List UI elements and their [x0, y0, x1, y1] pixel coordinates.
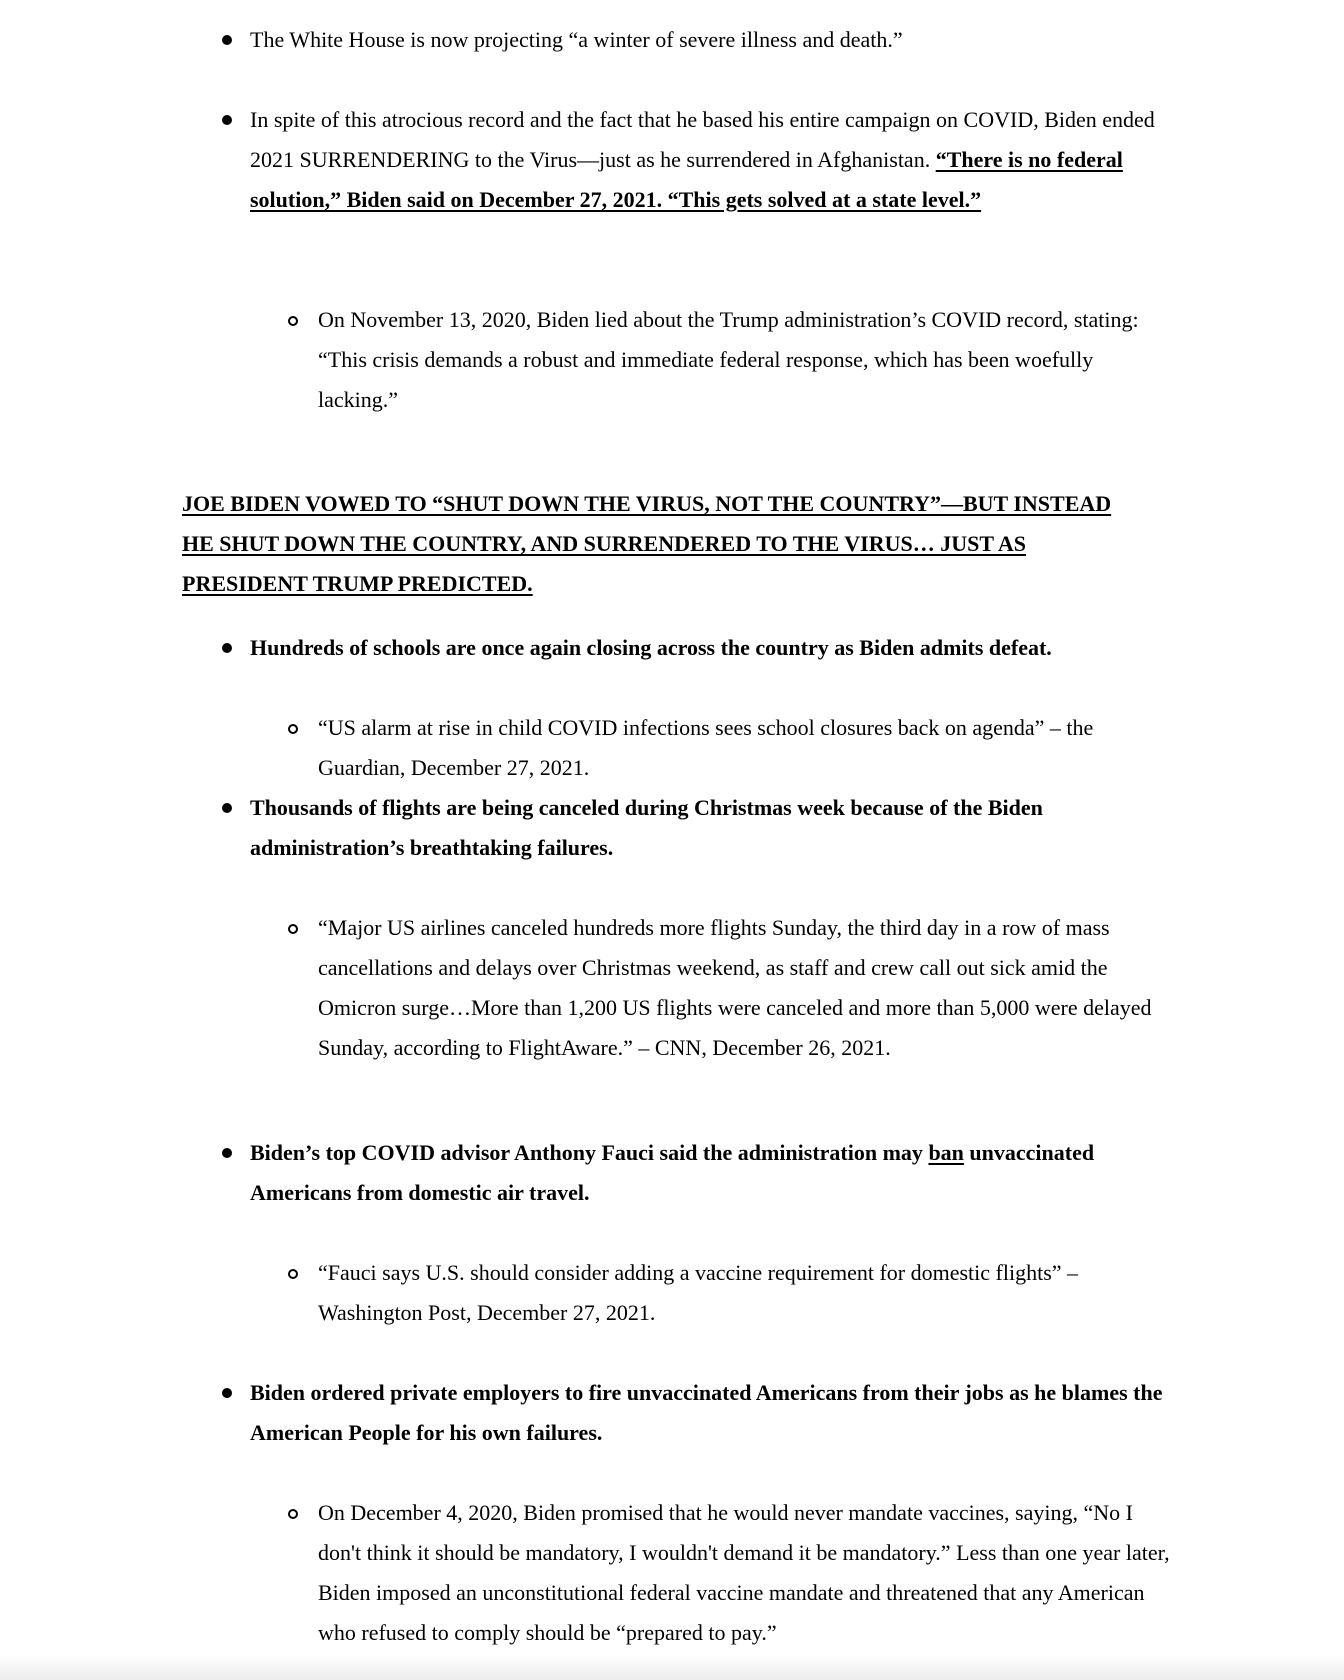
biden-federal-solution-quote: “There is no federal solution,” Biden said on December 27, 2021. “This gets solved at a state level.”: [250, 147, 1123, 212]
bullet-text: Hundreds of schools are once again closing across the country as Biden admits defeat.: [250, 635, 1052, 660]
sub-bullet-marker: [288, 1509, 298, 1519]
sub-bullet-marker: [288, 924, 298, 934]
bullet-text: Biden’s top COVID advisor Anthony Fauci said the administration may: [250, 1140, 929, 1165]
sub-bullet-vaccine-promise: [318, 1493, 1178, 1653]
bullet-marker: [222, 803, 232, 813]
page-bottom-shadow: [0, 1656, 1344, 1680]
sub-bullet-guardian-quote: [318, 708, 1178, 788]
bullet-surrendering-to-virus: [250, 100, 1180, 220]
bullet-white-house-projection: [250, 20, 1180, 60]
section-heading: JOE BIDEN VOWED TO “SHUT DOWN THE VIRUS, NOT THE COUNTRY”—BUT INSTEAD HE SHUT DOWN THE COUNTRY, AND SURRENDERED TO THE VIRUS… JUST AS PRESIDENT TRUMP PREDICTED.: [182, 491, 1112, 596]
sub-bullet-marker: [288, 724, 298, 734]
ban-link[interactable]: ban: [928, 1140, 964, 1165]
bullet-text: Thousands of flights are being canceled during Christmas week because of the Biden administration’s breathtaking failures.: [250, 795, 1043, 860]
bullet-text: In spite of this atrocious record and the fact that he based his entire campaign on COVID, Biden ended 2021 SURRENDERING to the Virus—just as he surrendered in Afghanistan.: [250, 107, 1155, 172]
sub-bullet-washington-post-quote: [318, 1253, 1178, 1333]
sub-bullet-marker: [288, 1269, 298, 1279]
bullet-school-closures: [250, 628, 1180, 668]
bullet-flight-cancellations: [250, 788, 1180, 868]
sub-bullet-text: On December 4, 2020, Biden promised that he would never mandate vaccines, saying, “No I don't think it should be mandatory, I wouldn't demand it be mandatory.” Less than one year later, Biden imposed an unconstitutional federal vaccine mandate and threatened that any American who refused to comply should be “prepared to pay.”: [318, 1500, 1170, 1645]
bullet-employer-mandate: [250, 1373, 1180, 1453]
sub-bullet-text: On November 13, 2020, Biden lied about the Trump administration’s COVID record, stating: “This crisis demands a robust and immediate federal response, which has been woefully lacking.”: [318, 307, 1139, 412]
bullet-fauci-travel-ban: [250, 1133, 1180, 1213]
bullet-marker: [222, 643, 232, 653]
sub-bullet-november-13-statement: [318, 300, 1178, 420]
bullet-marker: [222, 35, 232, 45]
bullet-marker: [222, 1148, 232, 1158]
sub-bullet-text: “Major US airlines canceled hundreds more flights Sunday, the third day in a row of mass cancellations and delays over Christmas weekend, as staff and crew call out sick amid the Omicron surge…More than 1,200 US flights were canceled and more than 5,000 were delayed Sunday, according to FlightAware.” – CNN, December 26, 2021.: [318, 915, 1152, 1060]
bullet-text: The White House is now projecting “a winter of severe illness and death.”: [250, 27, 903, 52]
sub-bullet-text: “Fauci says U.S. should consider adding a vaccine requirement for domestic flights” – Washington Post, December 27, 2021.: [318, 1260, 1079, 1325]
bullet-marker: [222, 1388, 232, 1398]
sub-bullet-marker: [288, 316, 298, 326]
bullet-text: unvaccinated Americans from domestic air travel.: [250, 1140, 1095, 1205]
bullet-marker: [222, 115, 232, 125]
sub-bullet-text: “US alarm at rise in child COVID infections sees school closures back on agenda” – the Guardian, December 27, 2021.: [318, 715, 1094, 780]
sub-bullet-cnn-quote: [318, 908, 1178, 1068]
bullet-text: Biden ordered private employers to fire unvaccinated Americans from their jobs as he blames the American People for his own failures.: [250, 1380, 1163, 1445]
